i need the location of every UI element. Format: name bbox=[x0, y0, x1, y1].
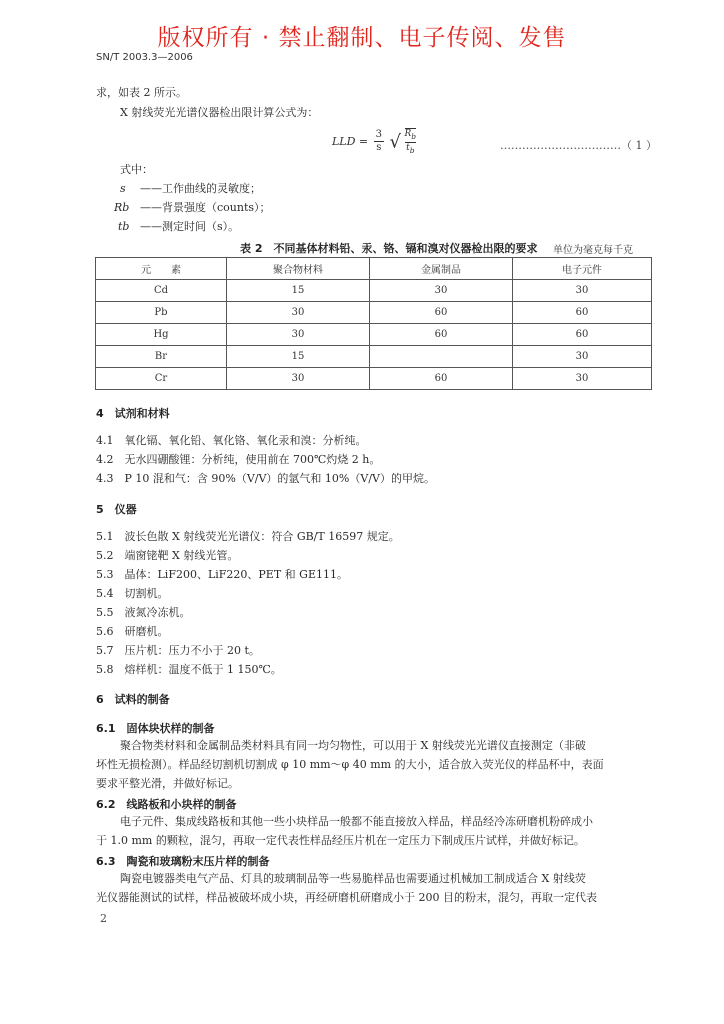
section-item: 5.6 研磨机。 bbox=[96, 625, 169, 638]
section-heading: 4 试剂和材料 bbox=[96, 407, 170, 420]
cell-element: Cd bbox=[96, 280, 227, 302]
section-item: 5.7 压片机：压力不小于 20 t。 bbox=[96, 644, 260, 657]
subsection-heading: 6.1 固体块状样的制备 bbox=[96, 722, 215, 735]
def-description: ——测定时间（s）。 bbox=[140, 220, 240, 233]
def-symbol: tb bbox=[118, 220, 130, 233]
paragraph-line: 光仪器能测试的试样，样品被破坏成小块，再经研磨机研磨成小于 200 目的粉末，混匀，再取一定代表 bbox=[96, 891, 597, 904]
section-item: 4.1 氧化镉、氧化铅、氧化铬、氧化汞和溴：分析纯。 bbox=[96, 434, 367, 447]
cell-electronic: 60 bbox=[513, 324, 652, 346]
sqrt-symbol: √ bbox=[389, 131, 402, 153]
paragraph-line: 于 1.0 mm 的颗粒，混匀，再取一定代表性样品经压片机在一定压力下制成压片试样，并做好标记。 bbox=[96, 834, 585, 847]
detection-limit-table bbox=[95, 257, 652, 390]
section-item: 4.3 P 10 混和气：含 90%（V/V）的氩气和 10%（V/V）的甲烷。 bbox=[96, 472, 435, 485]
standard-number: SN/T 2003.3—2006 bbox=[96, 52, 193, 63]
cell-electronic: 30 bbox=[513, 346, 652, 368]
section-heading: 6 试料的制备 bbox=[96, 693, 170, 706]
formula-fraction bbox=[374, 129, 384, 154]
def-symbol: s bbox=[120, 182, 126, 195]
root-numerator: R bbox=[404, 129, 412, 139]
cell-metal: 60 bbox=[370, 324, 513, 346]
cell-element: Pb bbox=[96, 302, 227, 324]
cell-polymer: 15 bbox=[227, 280, 370, 302]
formula-root bbox=[390, 128, 417, 156]
cell-polymer: 30 bbox=[227, 368, 370, 390]
cell-element: Br bbox=[96, 346, 227, 368]
table-row bbox=[96, 346, 652, 368]
formula-lhs: LLD = bbox=[332, 134, 369, 148]
cell-element: Cr bbox=[96, 368, 227, 390]
section-item: 5.8 熔样机：温度不低于 1 150℃。 bbox=[96, 663, 282, 676]
table-row bbox=[96, 280, 652, 302]
cell-polymer: 30 bbox=[227, 302, 370, 324]
cell-metal: 60 bbox=[370, 368, 513, 390]
table-unit: 单位为毫克每千克 bbox=[553, 245, 633, 256]
lld-formula bbox=[332, 128, 416, 156]
paragraph-line: 要求平整光滑，并做好标记。 bbox=[96, 777, 239, 790]
cell-polymer: 15 bbox=[227, 346, 370, 368]
page-number: 2 bbox=[100, 912, 107, 925]
cell-polymer: 30 bbox=[227, 324, 370, 346]
def-symbol: Rb bbox=[114, 201, 130, 214]
section-item: 4.2 无水四硼酸锂：分析纯，使用前在 700℃灼烧 2 h。 bbox=[96, 453, 381, 466]
table-row bbox=[96, 302, 652, 324]
table-caption: 表 2 不同基体材料铅、汞、铬、镉和溴对仪器检出限的要求 bbox=[240, 242, 538, 255]
cell-metal: 30 bbox=[370, 280, 513, 302]
cell-electronic: 30 bbox=[513, 368, 652, 390]
cell-electronic: 30 bbox=[513, 280, 652, 302]
section-item: 5.1 波长色散 X 射线荧光光谱仪：符合 GB/T 16597 规定。 bbox=[96, 530, 400, 543]
root-numerator-sub: b bbox=[411, 131, 417, 141]
cell-metal bbox=[370, 346, 513, 368]
root-denominator-sub: b bbox=[409, 145, 415, 155]
copyright-watermark: 版权所有 · 禁止翻制、电子传阅、发售 bbox=[157, 25, 567, 51]
header-metal: 金属制品 bbox=[370, 258, 513, 280]
subsection-heading: 6.3 陶瓷和玻璃粉末压片样的制备 bbox=[96, 855, 270, 868]
def-description: ——背景强度（counts）； bbox=[140, 201, 271, 214]
cell-metal: 60 bbox=[370, 302, 513, 324]
def-description: ——工作曲线的灵敏度； bbox=[140, 182, 261, 195]
intro-line: X 射线荧光光谱仪器检出限计算公式为： bbox=[120, 106, 319, 119]
equation-number: ……………………………（ 1 ） bbox=[500, 139, 657, 152]
paragraph-line: 聚合物类材料和金属制品类材料具有同一均匀物性，可以用于 X 射线荧光光谱仪直接测定（非破 bbox=[120, 739, 586, 752]
header-element: 元 素 bbox=[96, 258, 227, 280]
formula-numerator: 3 bbox=[375, 129, 383, 141]
paragraph-line: 陶瓷电镀器类电气产品、灯具的玻璃制品等一些易脆样品也需要通过机械加工制成适合 X 射线荧 bbox=[120, 872, 586, 885]
paragraph-line: 电子元件、集成线路板和其他一些小块样品一般都不能直接放入样品，样品经冷冻研磨机粉碎成小 bbox=[120, 815, 593, 828]
formula-denominator: s bbox=[376, 142, 382, 154]
root-denominator: t bbox=[406, 142, 410, 153]
section-item: 5.3 晶体：LiF200、LiF220、PET 和 GE111。 bbox=[96, 568, 348, 581]
header-polymer: 聚合物材料 bbox=[227, 258, 370, 280]
table-row bbox=[96, 368, 652, 390]
cell-element: Hg bbox=[96, 324, 227, 346]
section-heading: 5 仪器 bbox=[96, 503, 137, 516]
subsection-heading: 6.2 线路板和小块样的制备 bbox=[96, 798, 237, 811]
header-electronic: 电子元件 bbox=[513, 258, 652, 280]
cell-electronic: 60 bbox=[513, 302, 652, 324]
section-item: 5.2 端窗铑靶 X 射线光管。 bbox=[96, 549, 239, 562]
table-header-row bbox=[96, 258, 652, 280]
table-row bbox=[96, 324, 652, 346]
section-item: 5.5 液氮冷冻机。 bbox=[96, 606, 191, 619]
intro-line: 求，如表 2 所示。 bbox=[96, 86, 187, 99]
where-label: 式中： bbox=[120, 163, 153, 176]
section-item: 5.4 切割机。 bbox=[96, 587, 169, 600]
paragraph-line: 坏性无损检测）。样品经切割机切割成 φ 10 mm～φ 40 mm 的大小，适合放入荧光仪的样品杯中，表面 bbox=[96, 758, 604, 771]
